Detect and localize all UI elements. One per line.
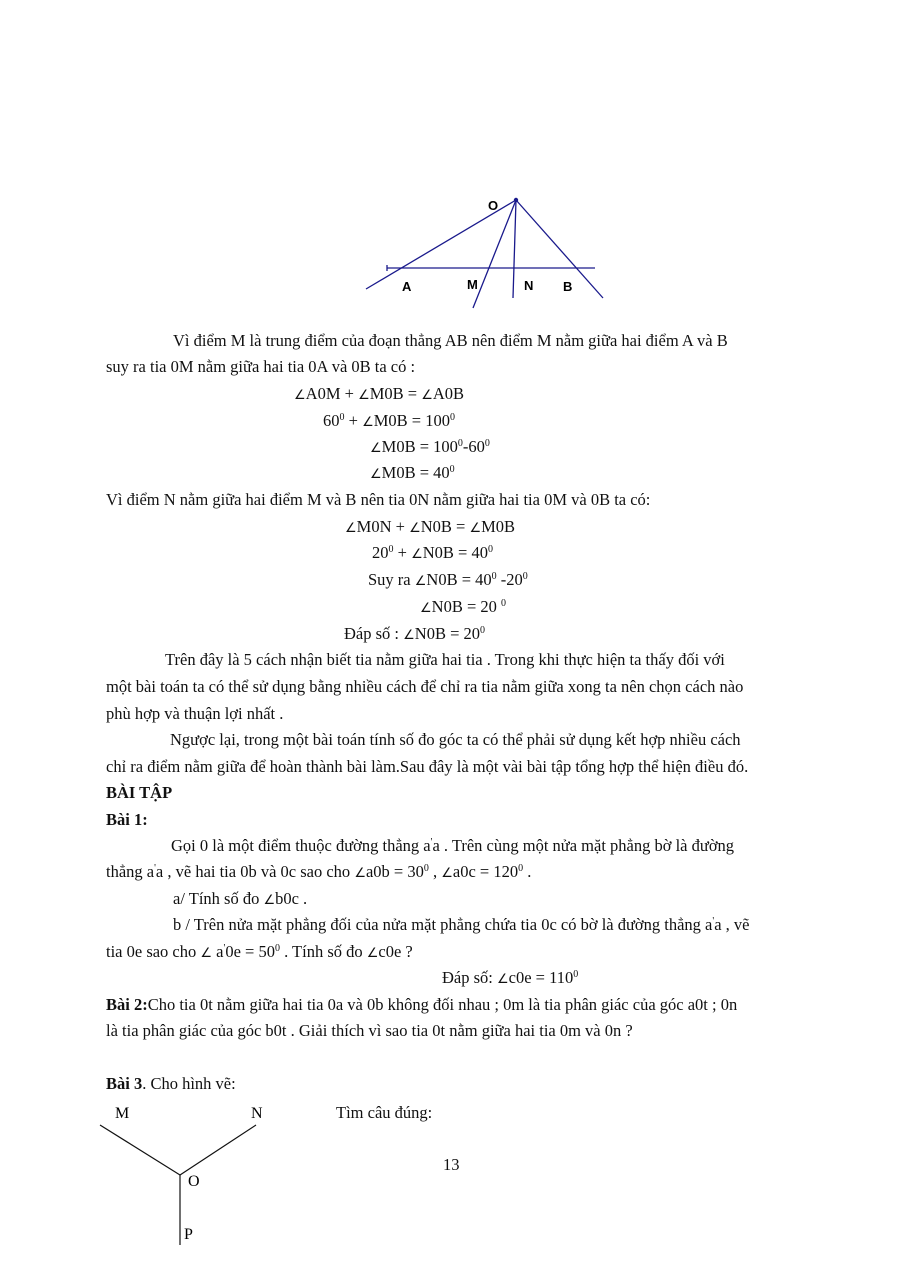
p1-line1: Vì điểm M là trung điểm của đoạn thẳng AB nên điểm M nằm giữa hai điểm A và B [173, 331, 728, 350]
p4-line2: chỉ ra điểm nằm giữa để hoàn thành bài làm.Sau đây là một vài bài tập tổng hợp thể hiện điều đó. [106, 757, 749, 776]
p3-line3: phù hợp và thuận lợi nhất . [106, 704, 284, 723]
p4-line1: Ngược lại, trong một bài toán tính số đo góc ta có thể phải sử dụng kết hợp nhiều cách [170, 730, 741, 749]
label-o: O [488, 198, 499, 213]
label-n2: N [251, 1105, 263, 1122]
bai1-line2: thẳng a'a , vẽ hai tia 0b và 0c sao cho ∠a0b = $30^0$ , ∠a0c = $120^0$ . [106, 862, 532, 881]
page-number: 13 [443, 1155, 460, 1174]
label-m2: M [115, 1105, 130, 1122]
equation-2: $60^0$ + ∠M0B = $100^0$ [323, 411, 455, 430]
p3-line1: Trên đây là 5 cách nhận biết tia nằm giữa hai tia . Trong khi thực hiện ta thấy đối với [165, 650, 725, 669]
label-b: B [563, 279, 573, 294]
line-om [473, 200, 516, 308]
bai1-part-a: a/ Tính số đo ∠b0c . [173, 889, 308, 908]
bai1-answer: Đáp số: ∠c0e = $110^0$ [442, 968, 579, 987]
bai1-part-b-line2: tia 0e sao cho ∠ $a'0e = 50^0$ . Tính số đo ∠c0e ? [106, 942, 413, 961]
p1-line2: suy ra tia 0M nằm giữa hai tia 0A và 0B ta có : [106, 357, 416, 376]
bai2-line1: Bài 2:Cho tia 0t nằm giữa hai tia 0a và 0b không đối nhau ; 0m là tia phân giác của góc a0t ; 0n [106, 995, 738, 1014]
p3-line2: một bài toán ta có thể sử dụng bằng nhiều cách để chỉ ra tia nằm giữa xong ta nên chọn cách nào [106, 677, 744, 696]
equation-7: Suy ra ∠N0B = $40^0$ $-20^0$ [368, 570, 528, 589]
p2-line: Vì điểm N nằm giữa hai điểm M và B nên tia 0N nằm giữa hai tia 0M và 0B ta có: [106, 490, 651, 509]
line-oa [366, 200, 516, 289]
label-p2: P [184, 1226, 193, 1243]
line-on [513, 200, 516, 298]
label-n: N [524, 278, 534, 293]
equation-5: ∠M0N + ∠N0B = ∠M0B [345, 517, 516, 536]
equation-1: ∠A0M + ∠M0B = ∠A0B [294, 384, 465, 403]
equation-3: ∠M0B = $100^0-60^0$ [370, 437, 490, 456]
equation-9: Đáp số : ∠N0B = $20^0$ [344, 624, 486, 643]
heading-bai-tap: BÀI TẬP [106, 783, 173, 802]
equation-4: ∠M0B = $40^0$ [370, 463, 455, 482]
bai3-line: Bài 3. Cho hình vẽ: [106, 1074, 236, 1093]
bai1-title: Bài 1: [106, 810, 148, 829]
label-o2: O [188, 1173, 200, 1190]
label-a: A [402, 279, 412, 294]
ray-om [100, 1125, 180, 1175]
bai1-part-b-line1: b / Trên nửa mặt phẳng đối của nửa mặt phẳng chứa tia 0c có bờ là đường thẳng a'a , vẽ [173, 915, 750, 934]
label-m: M [467, 277, 478, 292]
ray-on [180, 1125, 256, 1175]
point-o [514, 198, 518, 202]
equation-6: $20^0$ + ∠N0B = $40^0$ [372, 543, 493, 562]
equation-8: ∠N0B = 20 $^0$ [420, 597, 507, 616]
bai3-question: Tìm câu đúng: [336, 1103, 433, 1122]
bai2-line2: là tia phân giác của góc b0t . Giải thích vì sao tia 0t nằm giữa hai tia 0m và 0n ? [106, 1021, 633, 1040]
bai1-line1: Gọi 0 là một điểm thuộc đường thẳng a'a . Trên cùng một nửa mặt phẳng bờ là đường [171, 836, 735, 855]
